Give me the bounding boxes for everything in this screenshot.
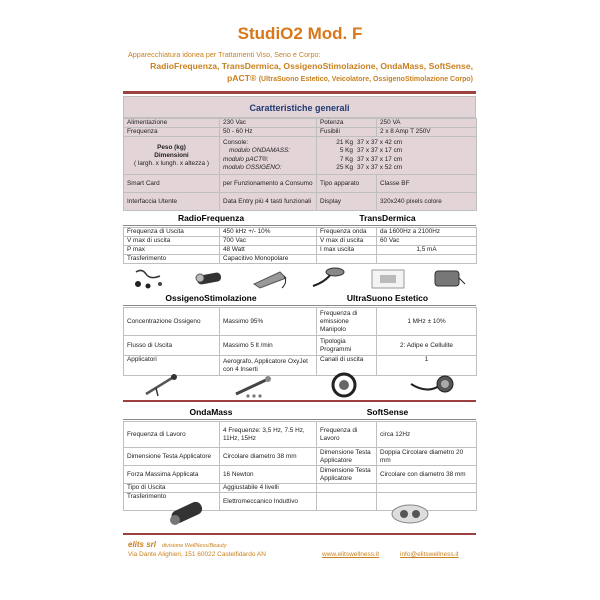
general-table [123,118,477,211]
divider [123,225,476,226]
cell: Massimo 5 lt /min [220,336,317,356]
table-row [124,422,477,448]
separator-band-bottom [123,533,476,535]
console-name: Console: [223,138,249,146]
divider [123,419,476,420]
ossi-title: OssigenoStimolazione [165,293,257,303]
ultrasound-ring-icon [319,372,369,398]
cell: Fusibili [317,128,377,137]
table-row [124,255,477,264]
cell: Potenza [317,119,377,128]
cell: Applicatori [124,356,220,376]
cell: Display [317,193,377,211]
cell: Smart Card [124,175,220,193]
cell: 230 Vac [220,119,317,128]
intro-pact-line [128,72,473,86]
soft-title: SoftSense [366,407,409,417]
cell: Aerografo, Applicatore OxyJet con 4 Inserti [220,356,317,376]
table-row [124,246,477,255]
cell: Forza Massima Applicata [124,466,220,484]
footer-email-link[interactable]: info@elitswellness.it [400,551,459,558]
footer-web-link[interactable]: www.elitswellness.it [322,551,380,558]
footer-address: Via Dante Alighieri, 151 60022 Castelfidardo AN [128,551,266,558]
cell: Dimensione Testa Applicatore [124,448,220,466]
console-name: modulo pACT®: [223,155,269,163]
cell: P max [124,246,220,255]
cell: 50 - 60 Hz [220,128,317,137]
cell [317,255,377,264]
ondamass-handpiece-icon [163,498,213,528]
table-row [124,237,477,246]
cell: da 1600Hz a 2100Hz [377,228,477,237]
ultra-title: UltraSuono Estetico [346,293,429,303]
cell: Concentrazione Ossigeno [124,308,220,336]
cell: Frequenza di Uscita [124,228,220,237]
page-title: StudiO2 Mod. F [237,24,363,43]
cell: 2: Adipe e Cellulite [377,336,477,356]
table-row [124,466,477,484]
photos-onda-soft [123,498,476,528]
console-dim: 37 x 37 x 17 cm [357,147,403,154]
console-dim: 37 x 37 x 52 cm [357,164,403,171]
box-applicator-icon [368,266,408,290]
console-kg: 5 Kg [339,147,353,154]
cell: Trasferimento [124,255,220,264]
cell: Trasferimento [124,493,220,511]
oxyjet-applicator-icon [230,372,280,398]
onda-title: OndaMass [189,407,233,417]
table-row [124,128,477,137]
cell: Elettromeccanico Induttivo [220,493,317,511]
dim-label: Dimensioni [154,151,189,159]
cell: 60 Vac [377,237,477,246]
softsense-applicator-icon [386,498,436,528]
table-row [124,175,477,193]
cell: Circolare con diametro 38 mm [377,466,477,484]
cell: Frequenza onda [317,228,377,237]
cell [377,484,477,493]
probe-icon [309,266,349,290]
cell-peso-dim [124,137,220,175]
cell-console-names [220,137,317,175]
console-dim: 37 x 37 x 42 cm [357,138,403,146]
table-row [124,484,477,493]
console-name: modulo ONDAMASS: [229,147,291,154]
cell: Frequenza di emissione Manipolo [317,308,377,336]
pad-electrode-icon [427,266,467,290]
radio-title: RadioFrequenza [177,213,245,223]
cell: Dimensione Testa Applicatore [317,448,377,466]
cell: Classe BF [377,175,477,193]
cell: Frequenza di Lavoro [124,422,220,448]
intro-features [128,60,473,86]
cell [377,255,477,264]
table-row [124,137,477,175]
intro-line: Apparecchiatura idonea per Trattamenti Viso, Seno e Corpo: [128,50,321,59]
console-dim: 37 x 37 x 17 cm [357,155,403,163]
cell: Dimensione Testa Applicatore [317,466,377,484]
cell: 1 MHz ± 10% [377,308,477,336]
radio-trans-table [123,227,477,264]
cell: Capacitivo Monopolare [220,255,317,264]
console-kg: 7 Kg [339,155,353,163]
airbrush-icon [142,372,192,398]
separator-band-mid [123,400,476,402]
cell: 48 Watt [220,246,317,255]
table-row [124,336,477,356]
cell: circa 12Hz [377,422,477,448]
ultrasound-handpiece-icon [407,372,457,398]
cell: 1,5 mA [377,246,477,255]
footer-company [128,540,227,549]
cell: Alimentazione [124,119,220,128]
intro-features-list: RadioFrequenza, TransDermica, OssigenoStimolazione, OndaMass, SoftSense, [150,61,473,71]
cell: Tipologia Programmi [317,336,377,356]
console-kg: 25 Kg [336,164,353,171]
cell: Flusso di Uscita [124,336,220,356]
cell: Aggiustabile 4 livelli [220,484,317,493]
cell-console-values [317,137,477,175]
trans-title: TransDermica [359,213,416,223]
cell: Interfaccia Utente [124,193,220,211]
plate-electrode-icon [250,266,290,290]
table-row [124,308,477,336]
table-row [124,228,477,237]
table-row [124,448,477,466]
cell: Canali di uscita [317,356,377,376]
cell: Frequenza [124,128,220,137]
photos-ossi-ultra [123,372,476,398]
earphone-cable-icon [132,266,172,290]
intro-pact: pACT® [227,73,257,83]
cell: I max uscita [317,246,377,255]
cell: 320x240 pixels colore [377,193,477,211]
cell: Massimo 95% [220,308,317,336]
cell [317,484,377,493]
cell: 2 x 8 Amp T 250V [377,128,477,137]
ossi-ultra-table [123,307,477,376]
divider [123,305,476,306]
photos-radio-trans [123,266,476,290]
cell: 250 VA [377,119,477,128]
cell: 700 Vac [220,237,317,246]
cell: Tipo apparato [317,175,377,193]
cell: 16 Newton [220,466,317,484]
table-row [124,119,477,128]
dim-sub: ( largh. x lungh. x altezza ) [134,159,209,167]
cell: Frequenza di Lavoro [317,422,377,448]
company-name: elits srl [128,540,157,549]
cell: per Funzionamento a Consumo [220,175,317,193]
cell: Circolare diametro 38 mm [220,448,317,466]
cell: Tipo di Uscita [124,484,220,493]
cell: Doppia Circolare diametro 20 mm [377,448,477,466]
general-header: Caratteristiche generali [123,96,476,118]
intro-pact-desc: (UltraSuono Estetico, Veicolatore, OssigenoStimolazione Corpo) [258,76,473,83]
peso-label: Peso (kg) [157,143,186,151]
table-row [124,193,477,211]
cell: V max di uscita [317,237,377,246]
console-kg: 21 Kg [336,138,353,146]
separator-band-top [123,91,476,94]
company-division: divisione WellNess/Beauty [161,543,227,549]
console-name: modulo OSSIGENO: [223,164,282,171]
cell: 4 Frequenze: 3,5 Hz, 7.5 Hz, 11Hz, 15Hz [220,422,317,448]
cell: Data Entry più 4 tasti funzionali [220,193,317,211]
cell: V max di uscita [124,237,220,246]
cell: 450 kHz +/- 10% [220,228,317,237]
handpiece-icon [191,266,231,290]
cell: 1 [377,356,477,376]
